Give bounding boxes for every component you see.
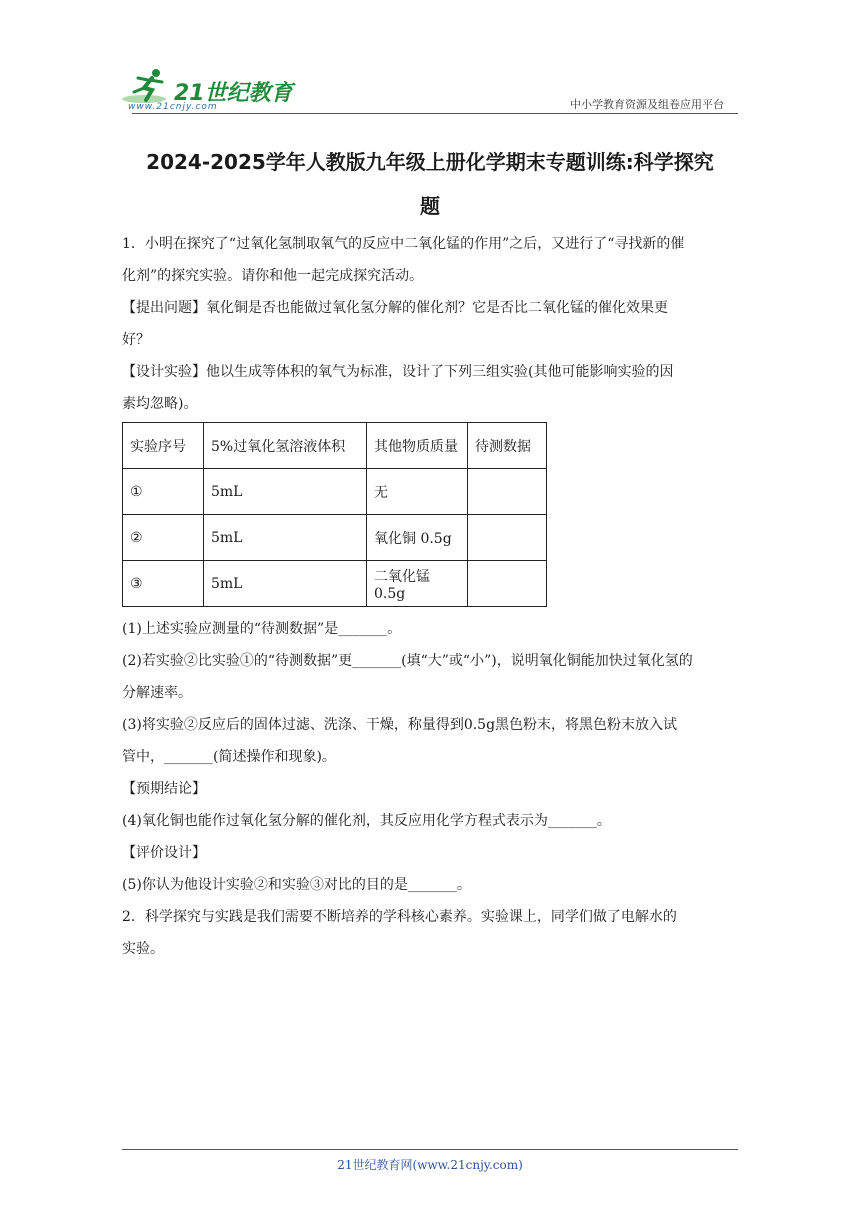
table-header-cell: 5%过氧化氢溶液体积	[204, 423, 367, 469]
title-line-1: 2024-2025学年人教版九年级上册化学期末专题训练:科学探究	[146, 150, 714, 174]
table-cell	[468, 469, 547, 515]
table-cell: 5mL	[204, 515, 367, 561]
q1-sub-3-line-2: 管中，_______(简述操作和现象)。	[122, 749, 336, 765]
title-line-2: 题	[420, 194, 440, 218]
q1-design-line-1: 【设计实验】他以生成等体积的氧气为标准，设计了下列三组实验(其他可能影响实验的因	[122, 364, 674, 380]
question-content	[122, 228, 738, 965]
table-row	[123, 515, 547, 561]
q1-evaluate-heading: 【评价设计】	[122, 845, 206, 861]
q1-sub-4: (4)氧化铜也能作过氧化氢分解的催化剂，其反应用化学方程式表示为_______。	[122, 813, 611, 829]
logo-text: 21世纪教育	[174, 81, 293, 106]
table-cell: 二氧化锰 0.5g	[367, 561, 468, 607]
table-cell: ②	[123, 515, 204, 561]
table-header-cell: 其他物质质量	[367, 423, 468, 469]
page-title	[122, 140, 738, 228]
table-cell: 5mL	[204, 469, 367, 515]
experiment-table	[122, 422, 547, 607]
table-row	[123, 469, 547, 515]
q1-sub-2-line-1: (2)若实验②比实验①的“待测数据”更_______(填“大”或“小”)，说明氧化铜能加快过氧化氢的	[122, 653, 693, 669]
platform-label: 中小学教育资源及组卷应用平台	[570, 98, 724, 111]
q1-sub-1: (1)上述实验应测量的“待测数据”是_______。	[122, 621, 402, 637]
runner-icon	[122, 66, 176, 106]
table-row	[123, 561, 547, 607]
q1-intro-line-2: 化剂”的探究实验。请你和他一起完成探究活动。	[122, 268, 424, 284]
table-cell	[468, 561, 547, 607]
q1-intro-line-1: 1．小明在探究了“过氧化氢制取氧气的反应中二氧化锰的作用”之后，又进行了“寻找新的催	[122, 236, 685, 252]
table-header-cell: 实验序号	[123, 423, 204, 469]
logo-url: www.21cnjy.com	[128, 102, 218, 112]
table-cell	[468, 515, 547, 561]
page-footer: 21世纪教育网(www.21cnjy.com)	[337, 1158, 523, 1172]
table-cell: 5mL	[204, 561, 367, 607]
q1-raise-question-line-1: 【提出问题】氧化铜是否也能做过氧化氢分解的催化剂？它是否比二氧化锰的催化效果更	[122, 300, 668, 316]
table-cell: ③	[123, 561, 204, 607]
q1-sub-2-line-2: 分解速率。	[122, 685, 192, 701]
table-cell: 氧化铜 0.5g	[367, 515, 468, 561]
table-header-row	[123, 423, 547, 469]
q2-line-2: 实验。	[122, 941, 164, 957]
site-logo	[122, 66, 302, 112]
table-cell: ①	[123, 469, 204, 515]
q1-sub-5: (5)你认为他设计实验②和实验③对比的目的是_______。	[122, 877, 471, 893]
table-header-cell: 待测数据	[468, 423, 547, 469]
q1-raise-question-line-2: 好？	[122, 332, 150, 348]
q1-design-line-2: 素均忽略)。	[122, 396, 198, 412]
q2-line-1: 2．科学探究与实践是我们需要不断培养的学科核心素养。实验课上，同学们做了电解水的	[122, 909, 677, 925]
page-header	[122, 66, 738, 114]
footer-divider	[122, 1149, 738, 1150]
q1-conclusion-heading: 【预期结论】	[122, 781, 206, 797]
q1-sub-3-line-1: (3)将实验②反应后的固体过滤、洗涤、干燥，称量得到0.5g黑色粉末，将黑色粉末放入试	[122, 717, 678, 733]
table-cell: 无	[367, 469, 468, 515]
header-divider	[132, 113, 738, 114]
